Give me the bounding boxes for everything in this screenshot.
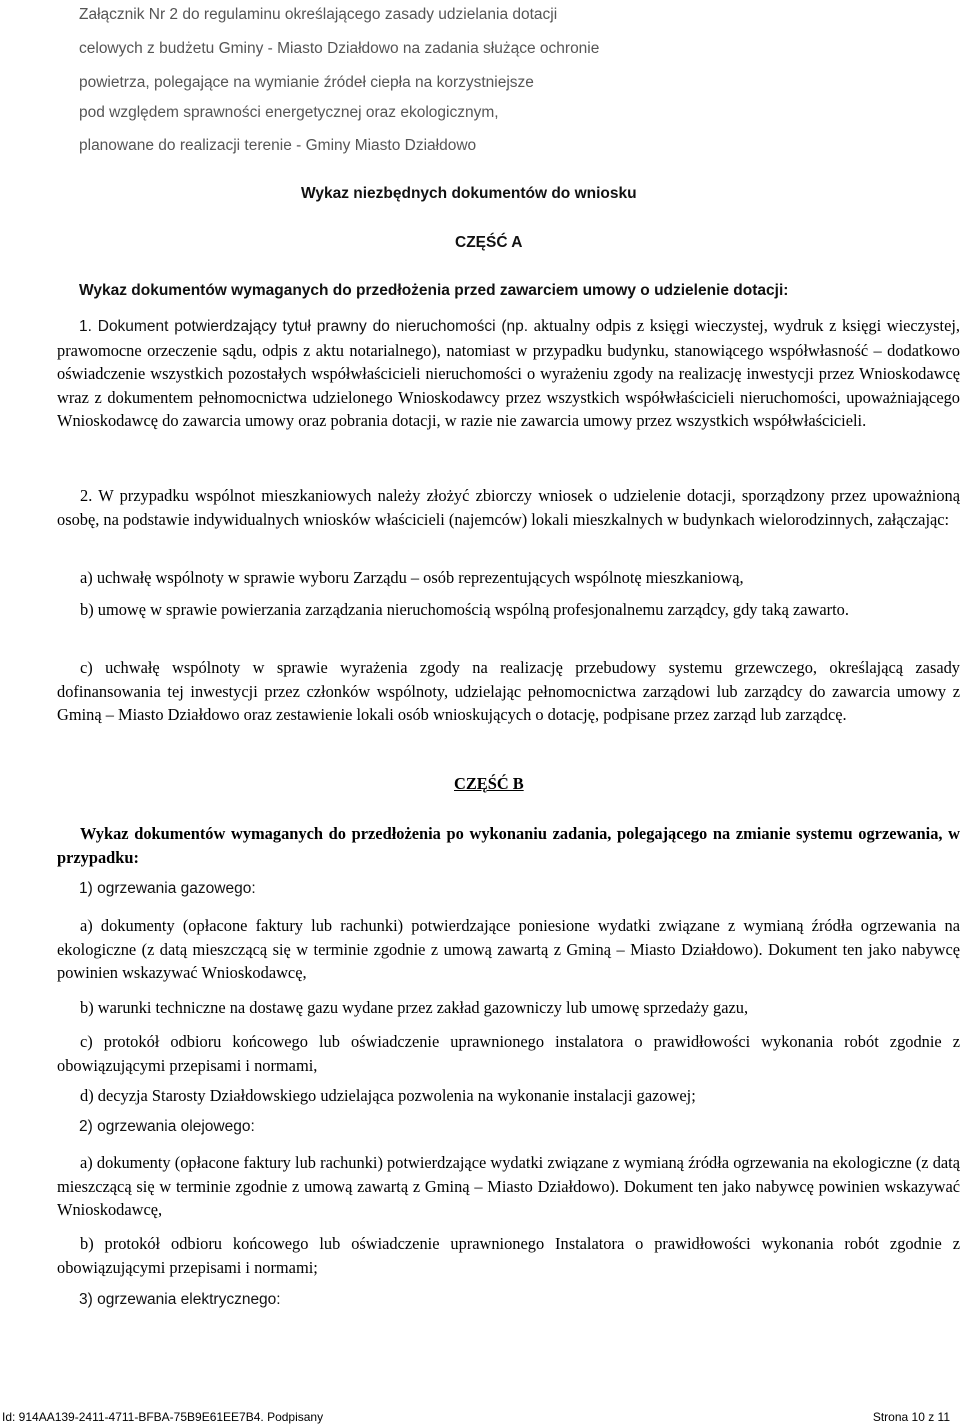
oil-item-b: b) protokół odbioru końcowego lub oświadczenie uprawnionego Instalatora o prawidłowości wykonania robót zgodnie z obowiązującymi przepisami i normami; — [57, 1234, 960, 1277]
part-a-item-2-a: a) uchwałę wspólnoty w sprawie wyboru Zarządu – osób reprezentujących wspólnotę mieszkaniową, — [80, 568, 744, 587]
part-b-heading: CZĘŚĆ B — [454, 774, 524, 793]
electric-heating-title: 3) ogrzewania elektrycznego: — [79, 1291, 281, 1308]
oil-heating-title: 2) ogrzewania olejowego: — [79, 1118, 255, 1135]
part-a-subheading: Wykaz dokumentów wymaganych do przedłożenia przed zawarciem umowy o udzielenie dotacji: — [79, 282, 789, 299]
header-line-3: powietrza, polegające na wymianie źródeł ciepła na korzystniejsze — [79, 74, 534, 91]
footer-page-number: Strona 10 z 11 — [872, 1410, 950, 1424]
part-a-item-2-b: b) umowę w sprawie powierzania zarządzania nieruchomością wspólną profesjonalnemu zarządcy, gdy taką zawarto. — [80, 600, 849, 619]
header-line-5: planowane do realizacji terenie - Gminy Miasto Działdowo — [79, 137, 477, 154]
doc-title: Wykaz niezbędnych dokumentów do wniosku — [301, 185, 637, 202]
footer-document-id: Id: 914AA139-2411-4711-BFBA-75B9E61EE7B4. Podpisany — [2, 1410, 324, 1424]
part-a-item-1-body: aktualny odpis z księgi wieczystej, wydruk z księgi wieczystej, prawomocne orzeczenie sądu, odpis z aktu notarialnego), natomiast w przypadku budynku, stanowiącego współwłasność – dodatkowo oświadczenie wszystkich pozostałych współwłaścicieli nieruchomości o wyrażeniu zgody na realizację inwestycji przez Wnioskodawcę wraz z dokumentem pełnomocnictwa udzielonego Wnioskodawcy przez wszystkich współwłaścicieli nieruchomości, upoważniającego Wnioskodawcę do zawarcia umowy oraz pobrania dotacji, w razie nie zawarcia umowy przez wszystkich współwłaścicieli. — [57, 316, 960, 430]
header-line-1: Załącznik Nr 2 do regulaminu określającego zasady udzielania dotacji — [79, 6, 558, 23]
header-line-2: celowych z budżetu Gminy - Miasto Działdowo na zadania służące ochronie — [79, 40, 600, 57]
gas-item-b: b) warunki techniczne na dostawę gazu wydane przez zakład gazowniczy lub umowę sprzedaży gazu, — [80, 998, 749, 1017]
gas-item-a: a) dokumenty (opłacone faktury lub rachunki) potwierdzające poniesione wydatki związane z wymianą źródła ogrzewania na ekologiczne (z datą mieszczącą się w terminie zgodnie z umową zawartą z Gminą – Miasto Działdowo). Dokument ten jako nabywcę powinien wskazywać Wnioskodawcę, — [57, 916, 960, 982]
part-a-item-1 — [57, 314, 960, 433]
part-b-subheading: Wykaz dokumentów wymaganych do przedłożenia po wykonaniu zadania, polegającego na zmianie systemu ogrzewania, w przypadku: — [57, 824, 960, 867]
oil-item-a: a) dokumenty (opłacone faktury lub rachunki) potwierdzające wydatki związane z wymianą źródła ogrzewania na ekologiczne (z datą mieszczącą się w terminie zgodnie z umową zawartą z Gminą – Miasto Działdowo). Dokument ten jako nabywcę powinien wskazywać Wnioskodawcę, — [57, 1153, 960, 1219]
part-a-item-2-c: c) uchwałę wspólnoty w sprawie wyrażenia zgody na realizację przebudowy systemu grzewczego, określającą zasady dofinansowania tej inwestycji przez członków wspólnoty, udzielając pełnomocnictwa zarządowi lub zarządcy do zawarcia umowy z Gminą – Miasto Działdowo oraz zestawienie lokali osób wnioskujących o dotację, podpisane przez zarząd lub zarządcę. — [57, 658, 960, 724]
gas-heating-title: 1) ogrzewania gazowego: — [79, 880, 256, 897]
part-a-item-1-lead: 1. Dokument potwierdzający tytuł prawny do nieruchomości (np. — [79, 318, 529, 335]
part-a-heading: CZĘŚĆ A — [455, 234, 523, 251]
header-line-4: pod względem sprawności energetycznej oraz ekologicznym, — [79, 104, 499, 121]
gas-item-d: d) decyzja Starosty Działdowskiego udzielająca pozwolenia na wykonanie instalacji gazowej; — [80, 1086, 696, 1105]
part-a-item-2: 2. W przypadku wspólnot mieszkaniowych należy złożyć zbiorczy wniosek o udzielenie dotacji, sporządzony przez upoważnioną osobę, na podstawie indywidualnych wniosków właścicieli (najemców) lokali mieszkalnych w budynkach wielorodzinnych, załączając: — [57, 486, 960, 529]
gas-item-c: c) protokół odbioru końcowego lub oświadczenie uprawnionego instalatora o prawidłowości wykonania robót zgodnie z obowiązującymi przepisami i normami, — [57, 1032, 960, 1075]
